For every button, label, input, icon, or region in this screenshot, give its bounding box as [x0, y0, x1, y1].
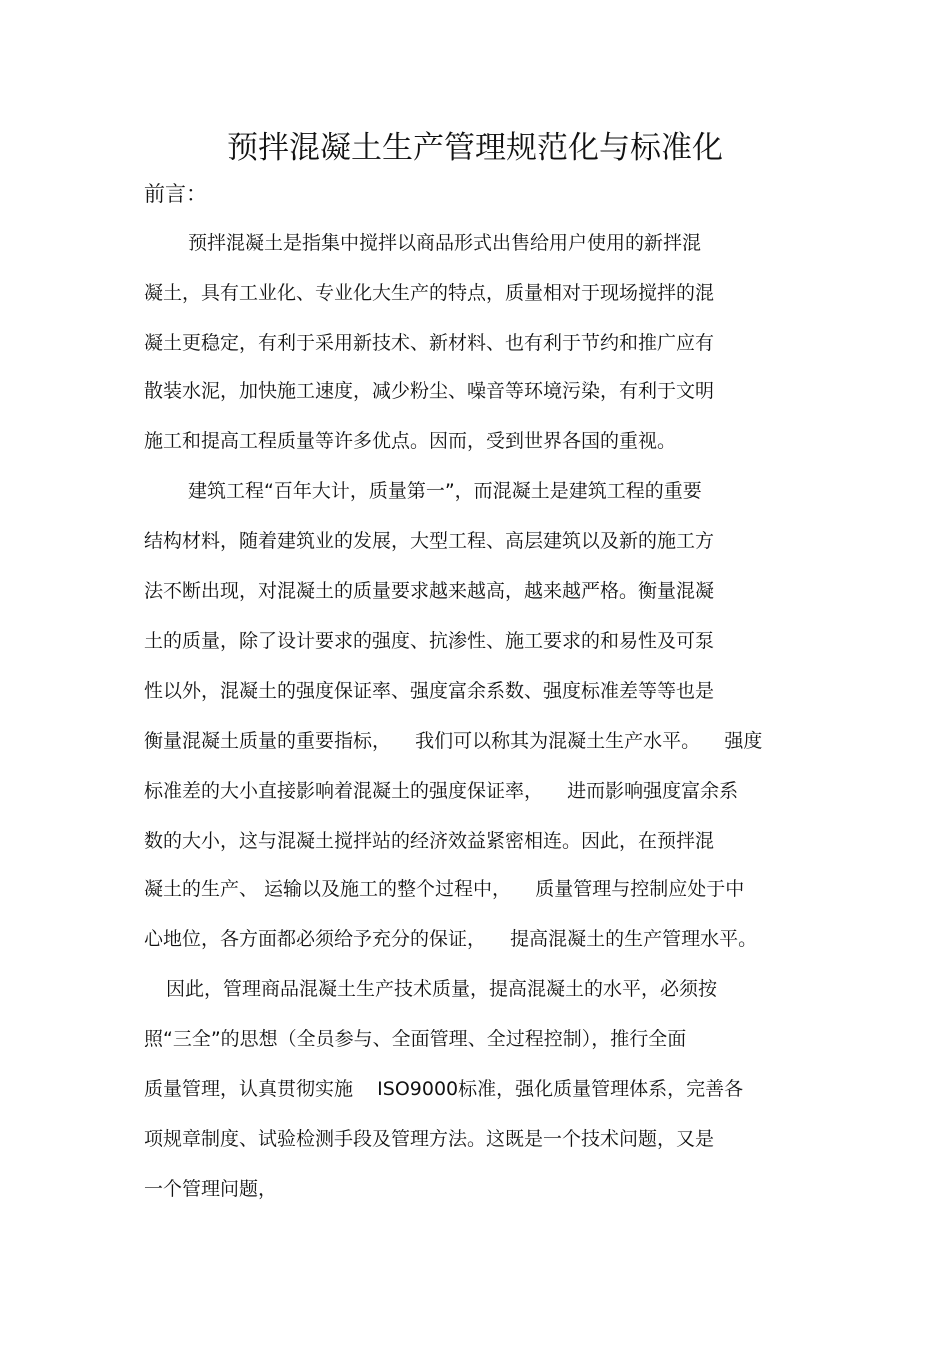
paragraph-line: 衡量混凝土质量的重要指标， 我们可以称其为混凝土生产水平。 强度 — [144, 730, 763, 752]
paragraph-line: 凝土，具有工业化、专业化大生产的特点，质量相对于现场搅拌的混 — [144, 282, 715, 304]
paragraph-line: 凝土更稳定，有利于采用新技术、新材料、也有利于节约和推广应有 — [144, 332, 715, 354]
paragraph-line: 因此，管理商品混凝土生产技术质量，提高混凝土的水平，必须按 — [166, 978, 718, 1000]
paragraph-line: 凝土的生产、 运输以及施工的整个过程中， 质量管理与控制应处于中 — [144, 878, 745, 900]
section-heading: 前言： — [144, 182, 207, 206]
paragraph-line: 标准差的大小直接影响着混凝土的强度保证率， 进而影响强度富余系 — [144, 780, 739, 802]
paragraph-line: 一个管理问题， — [144, 1178, 278, 1200]
paragraph-line: 照“三全”的思想（全员参与、全面管理、全过程控制），推行全面 — [144, 1028, 687, 1050]
paragraph-line: 数的大小，这与混凝土搅拌站的经济效益紧密相连。因此，在预拌混 — [144, 830, 715, 852]
paragraph-line: 施工和提高工程质量等许多优点。因而，受到世界各国的重视。 — [144, 430, 677, 452]
paragraph-line: 心地位，各方面都必须给予充分的保证， 提高混凝土的生产管理水平。 — [144, 928, 758, 950]
paragraph-line: 性以外，混凝土的强度保证率、强度富余系数、强度标准差等等也是 — [144, 680, 715, 702]
paragraph-line: 土的质量，除了设计要求的强度、抗渗性、施工要求的和易性及可泵 — [144, 630, 715, 652]
paragraph-line: 法不断出现，对混凝土的质量要求越来越高，越来越严格。衡量混凝 — [144, 580, 715, 602]
paragraph-line: 散装水泥，加快施工速度，减少粉尘、噪音等环境污染，有利于文明 — [144, 380, 715, 402]
paragraph-line: 建筑工程“百年大计，质量第一”，而混凝土是建筑工程的重要 — [188, 480, 702, 502]
paragraph-line: 结构材料，随着建筑业的发展，大型工程、高层建筑以及新的施工方 — [144, 530, 715, 552]
paragraph-line: 项规章制度、试验检测手段及管理方法。这既是一个技术问题，又是 — [144, 1128, 715, 1150]
paragraph-line: 预拌混凝土是指集中搅拌以商品形式出售给用户使用的新拌混 — [188, 232, 702, 254]
paragraph-line: 质量管理，认真贯彻实施 ISO9000标准，强化质量管理体系，完善各 — [144, 1078, 744, 1100]
document-title: 预拌混凝土生产管理规范化与标准化 — [227, 130, 723, 166]
